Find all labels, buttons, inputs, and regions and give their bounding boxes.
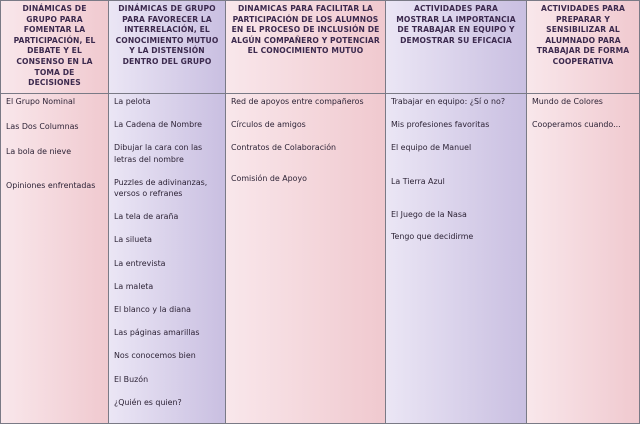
- list-item: Dibujar la cara con las letras del nombre: [114, 143, 203, 164]
- list-item: Comisión de Apoyo: [231, 173, 307, 183]
- column-body: [109, 94, 226, 424]
- column-header-text: DINAMICAS PARA FACILITAR LA PARTICIPACIÓN DE LOS ALUMNOS EN EL PROCESO DE INCLUSIÓN DE ALGÚN COMPAÑERO Y POTENCIAR EL CONOCIMIENTO MUTUO: [231, 4, 380, 56]
- list-item: El Grupo Nominal: [6, 97, 76, 106]
- list-item: El equipo de Manuel: [391, 143, 472, 153]
- column-header-text: ACTIVIDADES PARA PREPARAR Y SENSIBILIZAR AL ALUMNADO PARA TRABAJAR DE FORMA COOPERATIVA: [536, 4, 630, 66]
- list-item: Las Dos Columnas: [6, 122, 79, 132]
- list-item: Nos conocemos bien: [114, 351, 196, 361]
- list-item: La silueta: [114, 235, 153, 245]
- column-body: [386, 94, 527, 424]
- list-item: La maleta: [114, 281, 154, 291]
- list-item: Mundo de Colores: [532, 97, 603, 106]
- list-item: Círculos de amigos: [231, 120, 306, 130]
- list-item: Opiniones enfrentadas: [6, 180, 96, 190]
- column-header-text: ACTIVIDADES PARA MOSTRAR LA IMPORTANCIA DE TRABAJAR EN EQUIPO Y DEMOSTRAR SU EFICACIA: [396, 4, 516, 45]
- column-header-text: DINÁMICAS DE GRUPO PARA FOMENTAR LA PARTICIPACIÓN, EL DEBATE Y EL CONSENSO EN LA TOMA DE DECISIONES: [13, 4, 96, 88]
- list-item: Puzzles de adivinanzas, versos o refranes: [114, 177, 208, 199]
- list-item: La Cadena de Nombre: [114, 120, 203, 130]
- list-item: La entrevista: [114, 258, 166, 268]
- list-item: La pelota: [114, 97, 151, 106]
- column-header: [226, 0, 386, 94]
- list-item: ¿Quién es quien?: [114, 397, 182, 407]
- column-body: [527, 94, 640, 424]
- column-body: [226, 94, 386, 424]
- list-item: El blanco y la diana: [114, 305, 191, 315]
- list-item: Las páginas amarillas: [114, 328, 200, 338]
- column-header: [0, 0, 109, 94]
- column-header: [386, 0, 527, 94]
- list-item: La bola de nieve: [6, 147, 72, 157]
- column-header: [527, 0, 640, 94]
- list-item: Trabajar en equipo: ¿Sí o no?: [391, 97, 506, 106]
- list-item: Red de apoyos entre compañeros: [231, 97, 364, 106]
- list-item: Contratos de Colaboración: [231, 143, 337, 153]
- list-item: El Juego de la Nasa: [391, 209, 467, 219]
- list-item: El Buzón: [114, 374, 149, 384]
- column-body: [0, 94, 109, 424]
- list-item: La Tierra Azul: [391, 176, 445, 186]
- column-header: [109, 0, 226, 94]
- list-item: La tela de araña: [114, 212, 179, 222]
- list-item: Cooperamos cuando...: [532, 120, 621, 130]
- column-header-text: DINÁMICAS DE GRUPO PARA FAVORECER LA INTERRELACIÓN, EL CONOCIMIENTO MUTUO Y LA DISTENSIÓN DENTRO DEL GRUPO: [115, 4, 219, 66]
- list-item: Tengo que decidirme: [391, 232, 474, 242]
- list-item: Mis profesiones favoritas: [391, 120, 490, 130]
